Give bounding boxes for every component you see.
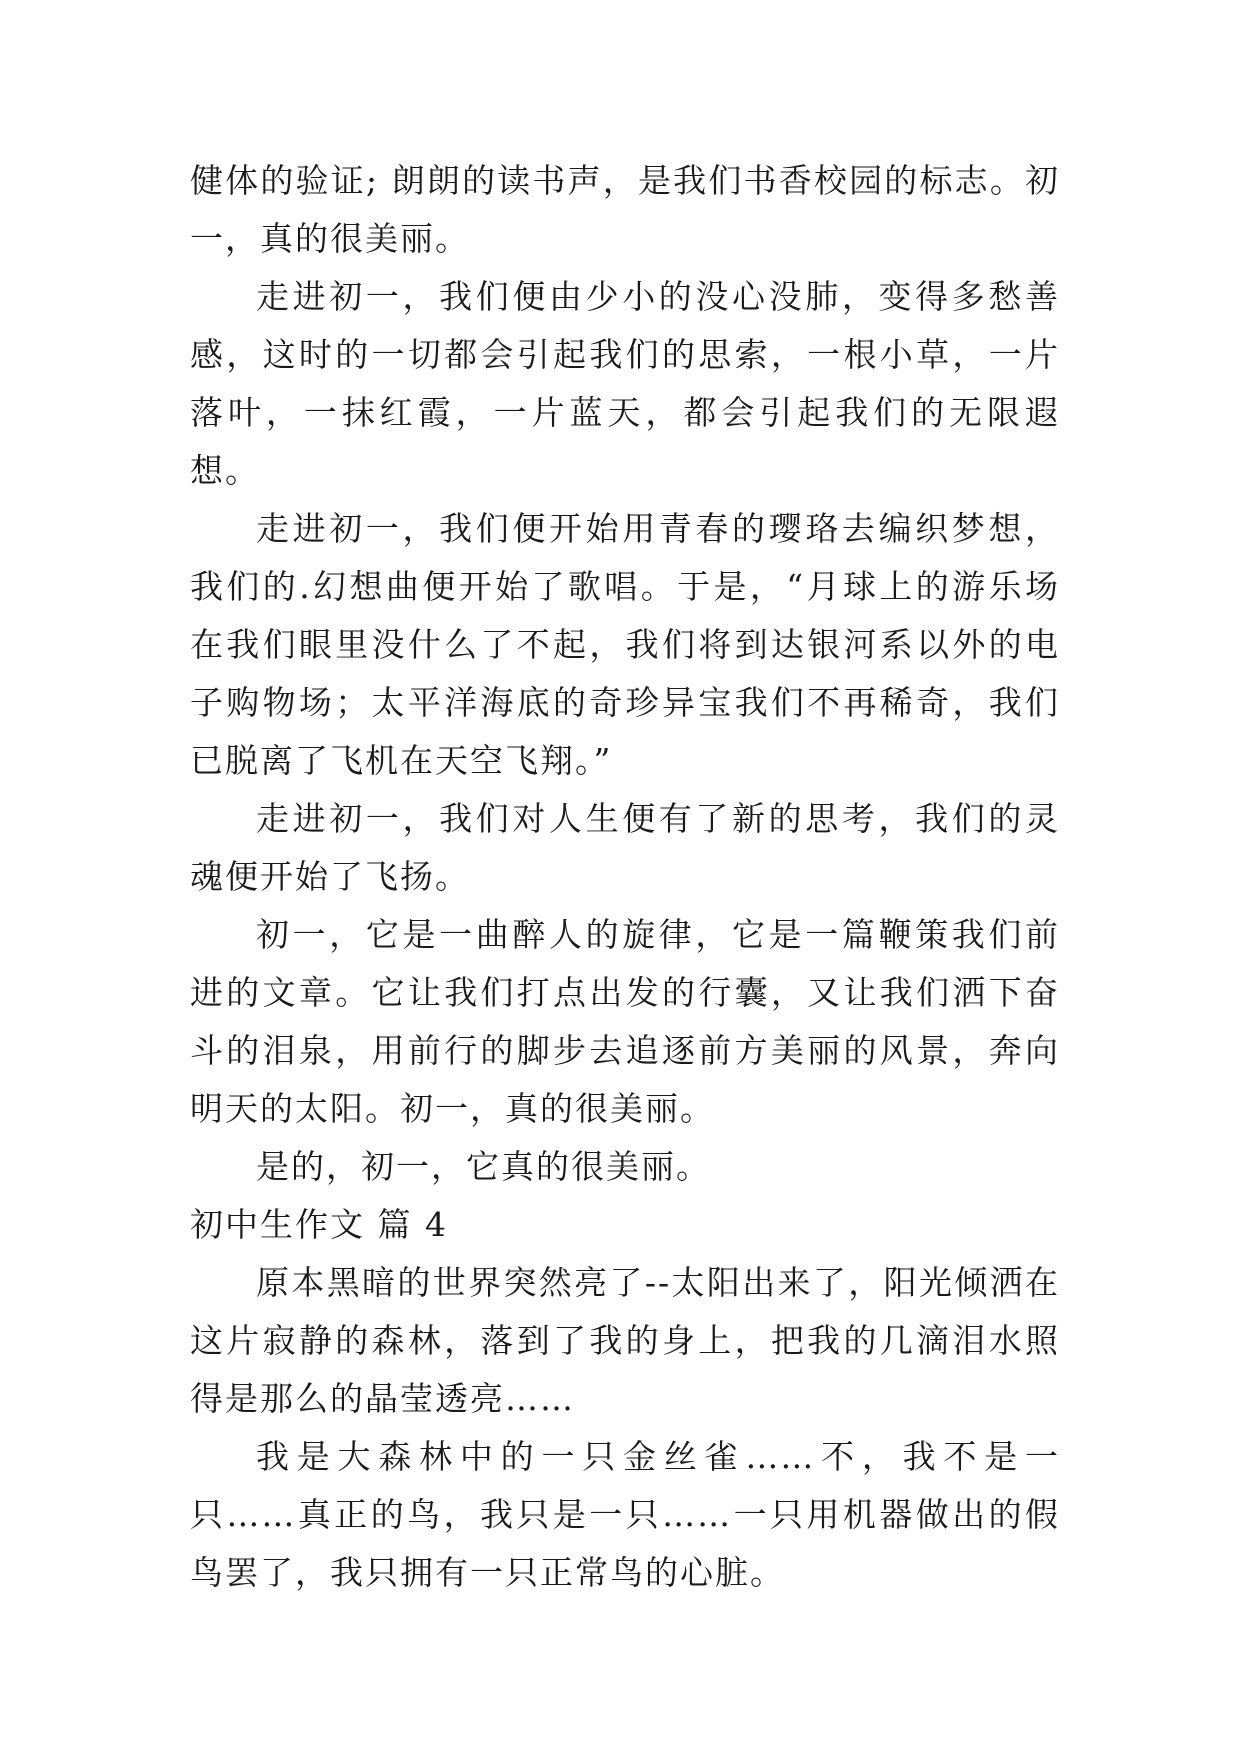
paragraph: 是的，初一，它真的很美丽。 <box>256 1147 711 1186</box>
paragraph: 原本黑暗的世界突然亮了--太阳出来了，阳光倾洒在这片寂静的森林，落到了我的身上，把我的几滴泪水照得是那么的晶莹透亮…… <box>190 1263 1060 1418</box>
paragraph: 初一，它是一曲醉人的旋律，它是一篇鞭策我们前进的文章。它让我们打点出发的行囊，又让我们洒下奋斗的泪泉，用前行的脚步去追逐前方美丽的风景，奔向明天的太阳。初一，真的很美丽。 <box>190 915 1060 1128</box>
paragraph: 我是大森林中的一只金丝雀……不，我不是一只……真正的鸟，我只是一只……一只用机器做出的假鸟罢了，我只拥有一只正常鸟的心脏。 <box>190 1437 1060 1592</box>
section-heading: 初中生作文 篇 4 <box>190 1205 448 1244</box>
document-body <box>190 152 1060 1602</box>
paragraph: 健体的验证; 朗朗的读书声，是我们书香校园的标志。初一，真的很美丽。 <box>190 161 1060 258</box>
paragraph: 走进初一，我们对人生便有了新的思考，我们的灵魂便开始了飞扬。 <box>190 799 1060 896</box>
paragraph: 走进初一，我们便由少小的没心没肺，变得多愁善感，这时的一切都会引起我们的思索，一根小草，一片落叶，一抹红霞，一片蓝天，都会引起我们的无限遐想。 <box>190 277 1060 490</box>
paragraph: 走进初一，我们便开始用青春的璎珞去编织梦想，我们的.幻想曲便开始了歌唱。于是，“月球上的游乐场在我们眼里没什么了不起，我们将到达银河系以外的电子购物场；太平洋海底的奇珍异宝我们不再稀奇，我们已脱离了飞机在天空飞翔。” <box>190 509 1060 780</box>
